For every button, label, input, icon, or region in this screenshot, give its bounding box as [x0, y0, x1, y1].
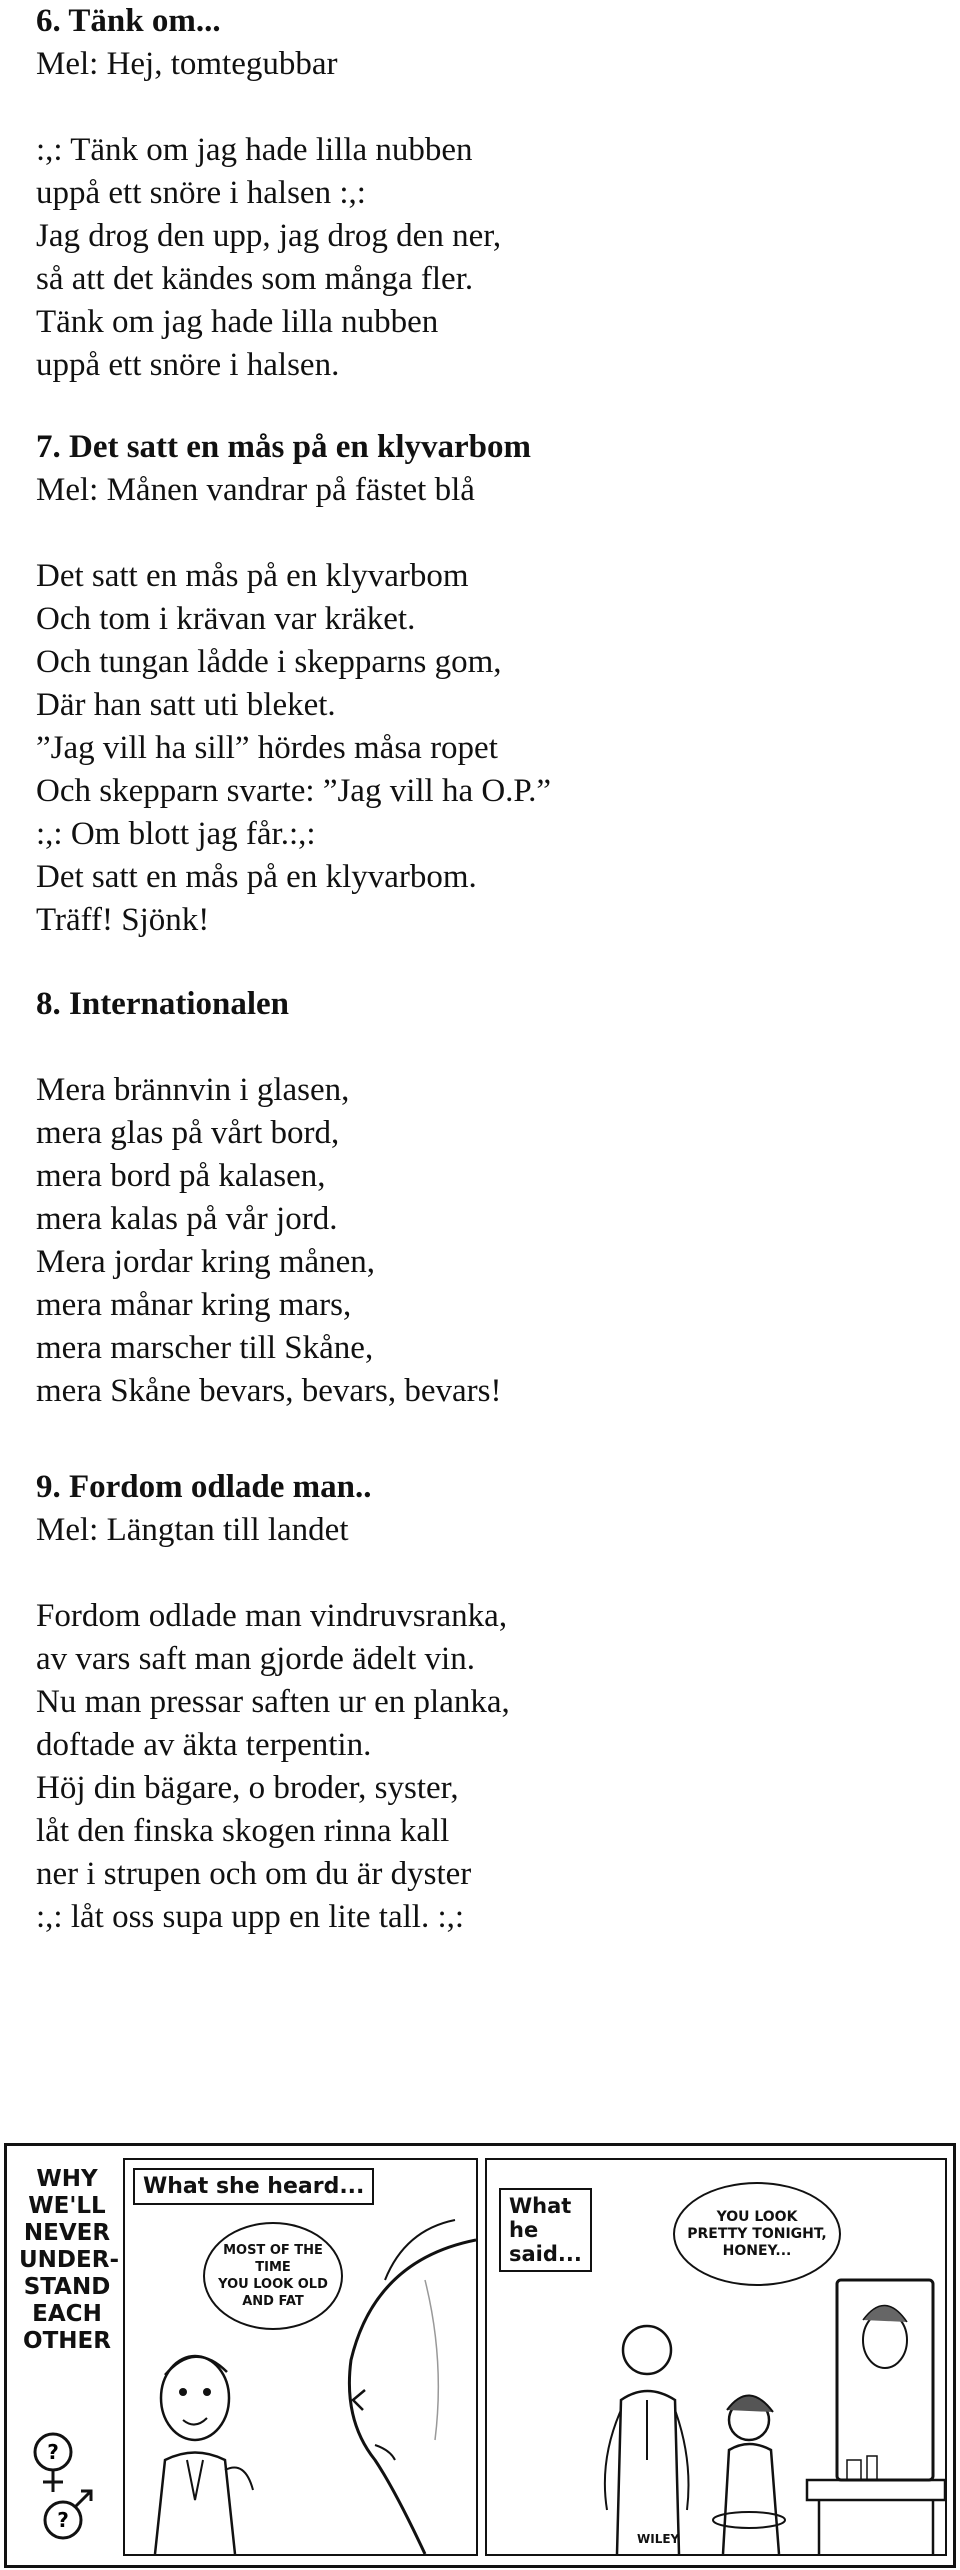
- song-title: 6. Tänk om...: [36, 3, 221, 39]
- lyric-line: Där han satt uti bleket.: [36, 687, 336, 723]
- song-9: [36, 1466, 510, 1939]
- artist-signature: WILEY: [637, 2532, 680, 2546]
- lyric-line: Mera brännvin i glasen,: [36, 1072, 350, 1108]
- lyric-line: Mera jordar kring månen,: [36, 1244, 376, 1280]
- lyric-line: ”Jag vill ha sill” hördes måsa ropet: [36, 730, 498, 766]
- lyric-line: uppå ett snöre i halsen.: [36, 347, 340, 383]
- lyric-line: Och tom i krävan var kräket.: [36, 601, 416, 637]
- lyric-line: Jag drog den upp, jag drog den ner,: [36, 218, 502, 254]
- song-melody: Mel: Månen vandrar på fästet blå: [36, 472, 475, 508]
- caption-line: he: [509, 2218, 539, 2242]
- lyric-line: mera kalas på vår jord.: [36, 1201, 338, 1237]
- lyric-line: Det satt en mås på en klyvarbom: [36, 558, 469, 594]
- lyric-line: Träff! Sjönk!: [36, 902, 210, 938]
- song-lyrics: [36, 1069, 501, 1413]
- lyric-line: Nu man pressar saften ur en planka,: [36, 1684, 510, 1720]
- song-title: 9. Fordom odlade man..: [36, 1469, 372, 1505]
- lyric-line: ner i strupen och om du är dyster: [36, 1856, 472, 1892]
- bubble-line: MOST OF THE TIME: [223, 2243, 323, 2275]
- comic-title-line: EACH: [32, 2301, 102, 2327]
- gender-symbols-illustration: [15, 2420, 117, 2550]
- lyric-line: :,: låt oss supa upp en lite tall. :,:: [36, 1899, 465, 1935]
- song-title: 7. Det satt en mås på en klyvarbom: [36, 429, 531, 465]
- lyric-line: doftade av äkta terpentin.: [36, 1727, 372, 1763]
- lyric-line: Det satt en mås på en klyvarbom.: [36, 859, 477, 895]
- bubble-line: YOU LOOK OLD: [218, 2277, 328, 2292]
- lyric-line: Fordom odlade man vindruvsranka,: [36, 1598, 508, 1634]
- comic-title-line: OTHER: [23, 2328, 111, 2354]
- lyric-line: Höj din bägare, o broder, syster,: [36, 1770, 459, 1806]
- caption-line: said...: [509, 2242, 582, 2266]
- comic-title-line: NEVER: [23, 2220, 111, 2246]
- lyric-line: :,: Om blott jag får.:,:: [36, 816, 316, 852]
- lyric-line: mera månar kring mars,: [36, 1287, 352, 1323]
- song-melody: Mel: Längtan till landet: [36, 1512, 349, 1548]
- comic-panel-what-she-heard: [123, 2158, 478, 2556]
- caption-line: What: [509, 2194, 572, 2218]
- song-8: [36, 983, 501, 1413]
- comic-title-line: WHY: [36, 2166, 98, 2192]
- comic-title-line: STAND: [23, 2274, 111, 2300]
- comic-title-line: WE'LL: [28, 2193, 106, 2219]
- man-at-mirror-illustration: [487, 2160, 945, 2554]
- comic-title-panel: [15, 2158, 117, 2556]
- lyric-line: Och skepparn svarte: ”Jag vill ha O.P.”: [36, 773, 552, 809]
- bubble-line: AND FAT: [242, 2294, 304, 2309]
- lyric-line: låt den finska skogen rinna kall: [36, 1813, 450, 1849]
- comic-title-line: UNDER-: [19, 2247, 119, 2273]
- lyric-line: så att det kändes som många fler.: [36, 261, 474, 297]
- lyric-line: av vars saft man gjorde ädelt vin.: [36, 1641, 475, 1677]
- lyric-line: mera Skåne bevars, bevars, bevars!: [36, 1373, 502, 1409]
- bubble-line: YOU LOOK: [716, 2208, 798, 2225]
- panel-caption: What she heard...: [133, 2168, 374, 2205]
- lyric-line: mera bord på kalasen,: [36, 1158, 326, 1194]
- song-lyrics: [36, 555, 551, 942]
- song-lyrics: [36, 1595, 510, 1939]
- lyric-line: :,: Tänk om jag hade lilla nubben: [36, 132, 473, 168]
- song-melody: Mel: Hej, tomtegubbar: [36, 46, 338, 82]
- lyric-line: uppå ett snöre i halsen :,:: [36, 175, 366, 211]
- song-lyrics: [36, 129, 501, 387]
- song-title: 8. Internationalen: [36, 986, 290, 1022]
- lyric-line: Och tungan lådde i skepparns gom,: [36, 644, 502, 680]
- man-and-woman-illustration: [125, 2160, 476, 2554]
- comic-side-title: [19, 2166, 119, 2355]
- gender-question-2: ?: [57, 2508, 69, 2532]
- bubble-line: HONEY...: [722, 2242, 792, 2259]
- song-7: [36, 426, 551, 942]
- song-6: [36, 0, 501, 387]
- gender-question-1: ?: [47, 2440, 59, 2464]
- lyric-line: Tänk om jag hade lilla nubben: [36, 304, 439, 340]
- lyric-line: mera marscher till Skåne,: [36, 1330, 374, 1366]
- bubble-line: PRETTY TONIGHT,: [687, 2225, 827, 2242]
- comic-panel-what-he-said: [485, 2158, 947, 2556]
- comic-strip: [4, 2143, 956, 2568]
- lyric-line: mera glas på vårt bord,: [36, 1115, 340, 1151]
